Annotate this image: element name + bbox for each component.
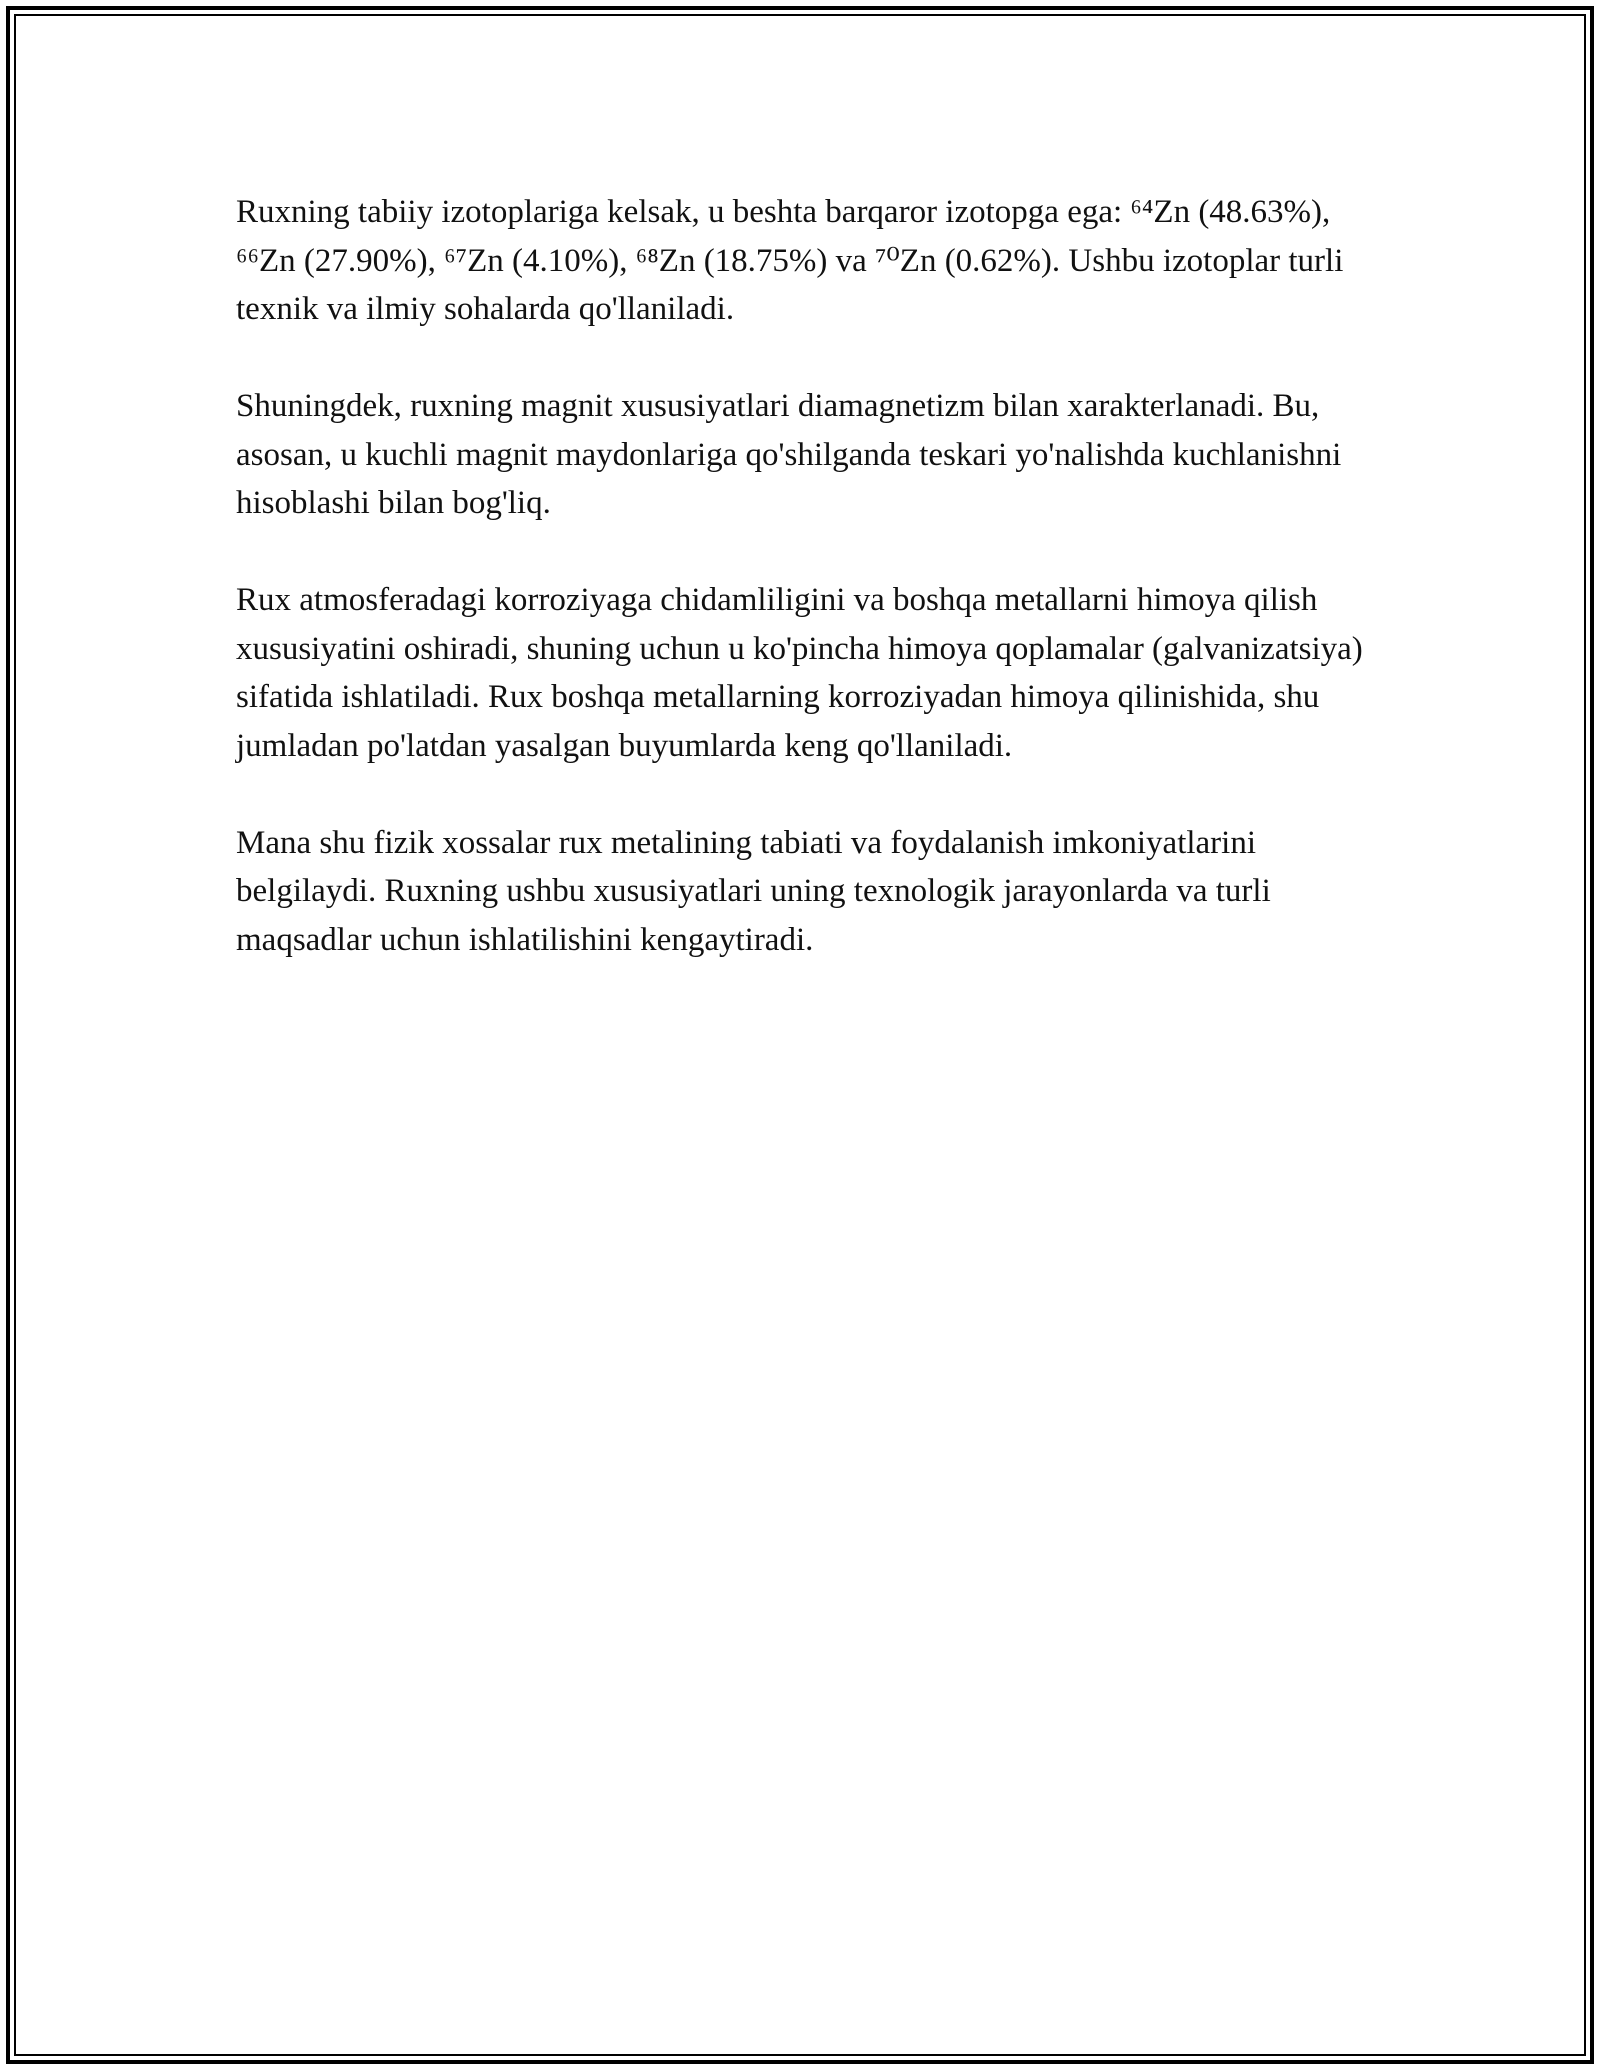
paragraph-corrosion: Rux atmosferadagi korroziyaga chidamliligini va boshqa metallarni himoya qilish xususiyatini oshiradi, shuning uchun u ko'pincha himoya qoplamalar (galvanizatsiya) sifatida ishlatiladi. Rux boshqa metallarning korroziyadan himoya qilinishida, shu jumladan po'latdan yasalgan buyumlarda keng qo'llaniladi. [236,582,1363,764]
document-body [236,188,1366,964]
paragraph-isotopes: Ruxning tabiiy izotoplariga kelsak, u beshta barqaror izotopga ega: ⁶⁴Zn (48.63%), ⁶⁶Zn (27.90%), ⁶⁷Zn (4.10%), ⁶⁸Zn (18.75%) va ⁷⁰Zn (0.62%). Ushbu izotoplar turli texnik va ilmiy sohalarda qo'llaniladi. [236,194,1344,327]
paragraph-magnetism: Shuningdek, ruxning magnit xususiyatlari diamagnetizm bilan xarakterlanadi. Bu, asosan, u kuchli magnit maydonlariga qo'shilganda teskari yo'nalishda kuchlanishni hisoblashi bilan bog'liq. [236,388,1342,521]
paragraph-conclusion: Mana shu fizik xossalar rux metalining tabiati va foydalanish imkoniyatlarini belgilaydi. Ruxning ushbu xususiyatlari uning texnologik jarayonlarda va turli maqsadlar uchun ishlatilishini kengaytiradi. [236,824,1271,958]
